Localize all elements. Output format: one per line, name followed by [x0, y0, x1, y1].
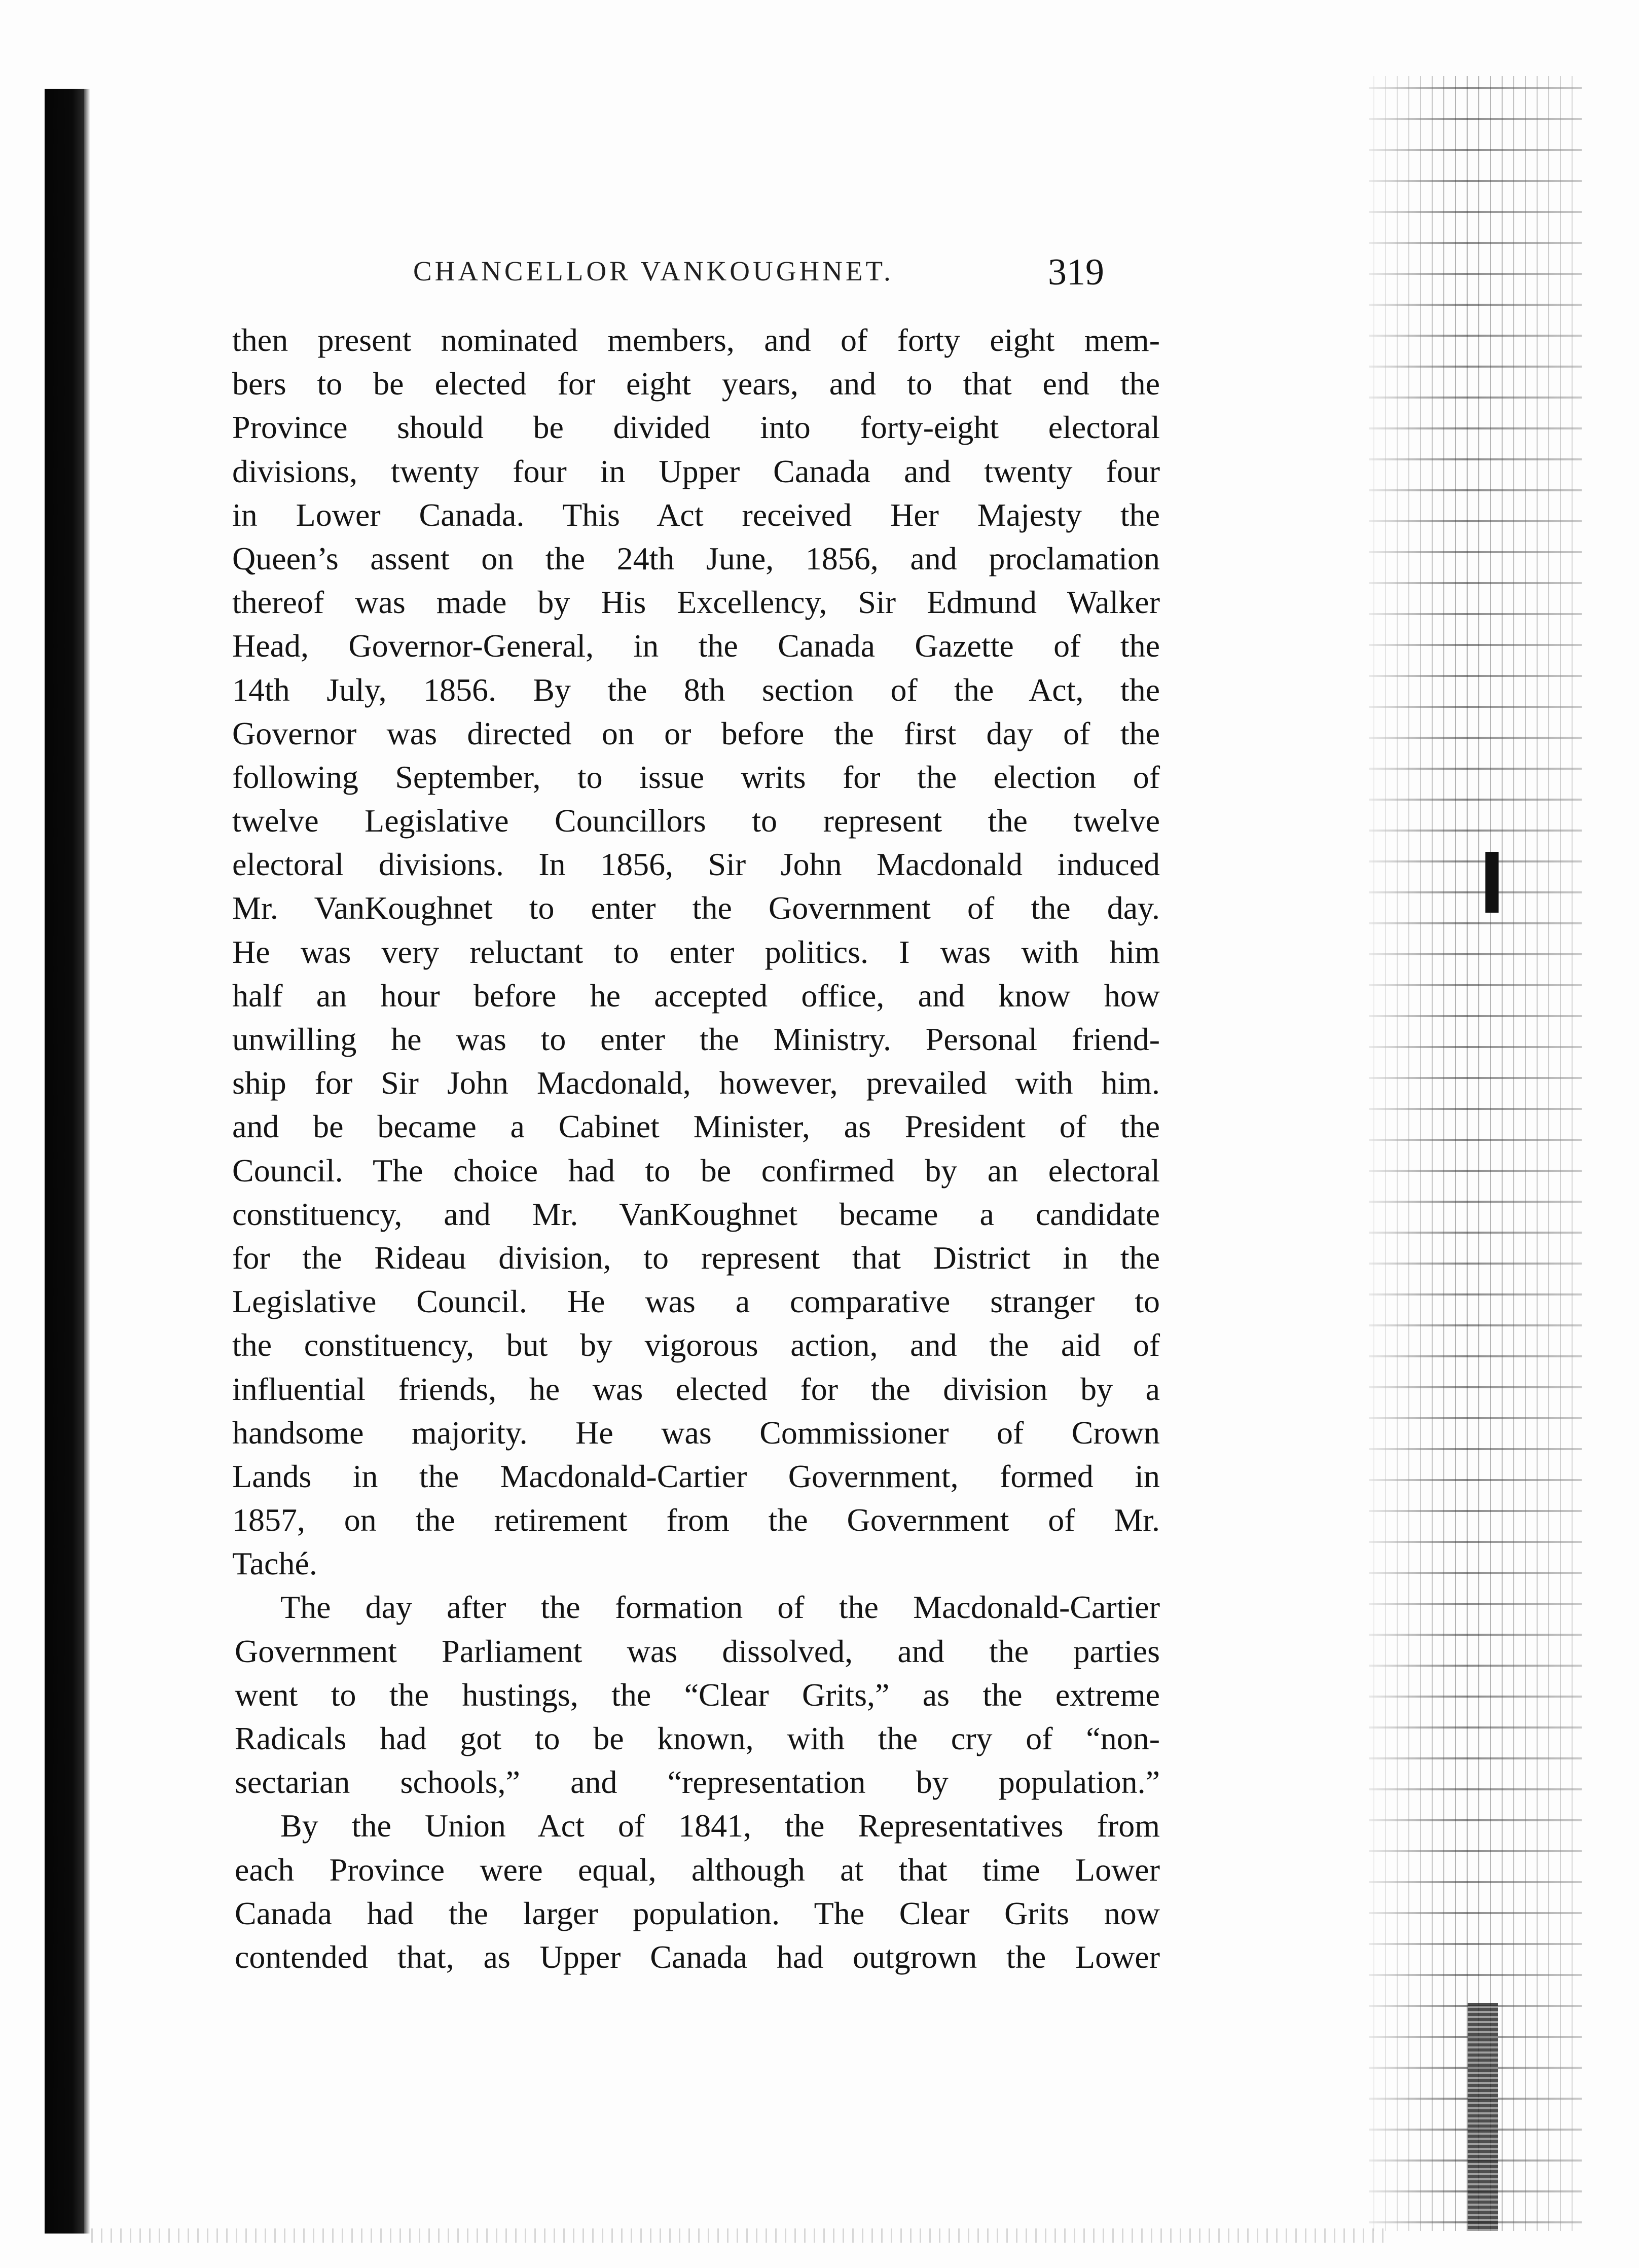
text-line: and be became a Cabinet Minister, as President of the — [232, 1108, 1160, 1145]
text-line: divisions, twenty four in Upper Canada and twenty four — [232, 453, 1160, 489]
text-line: bers to be elected for eight years, and to that end the — [232, 366, 1160, 402]
scan-artifact — [1485, 852, 1499, 913]
text-line: electoral divisions. In 1856, Sir John Macdonald induced — [232, 846, 1160, 883]
text-line: 14th July, 1856. By the 8th section of the Act, the — [232, 671, 1160, 708]
scan-artifact — [91, 2228, 1389, 2243]
text-line: The day after the formation of the Macdonald-Cartier — [280, 1589, 1160, 1626]
text-line: Canada had the larger population. The Clear Grits now — [235, 1895, 1160, 1931]
text-line: By the Union Act of 1841, the Representatives from — [280, 1808, 1160, 1844]
text-line: following September, to issue writs for the election of — [232, 759, 1160, 795]
text-line: then present nominated members, and of forty eight mem- — [232, 322, 1160, 358]
text-line: the constituency, but by vigorous action, and the aid of — [232, 1327, 1160, 1363]
text-line: Queen’s assent on the 24th June, 1856, and proclamation — [232, 540, 1160, 577]
scan-artifact — [1468, 2003, 1498, 2231]
text-line: Legislative Council. He was a comparative stranger to — [232, 1283, 1160, 1320]
text-line: thereof was made by His Excellency, Sir Edmund Walker — [232, 584, 1160, 621]
text-line: half an hour before he accepted office, and know how — [232, 977, 1160, 1014]
binding-edge — [84, 89, 90, 2234]
text-line: Province should be divided into forty-eight electoral — [232, 409, 1160, 446]
text-line: went to the hustings, the “Clear Grits,” as the extreme — [235, 1676, 1160, 1713]
text-line: Governor was directed on or before the first day of the — [232, 715, 1160, 751]
text-line: twelve Legislative Councillors to represent the twelve — [232, 803, 1160, 839]
text-line: 1857, on the retirement from the Government of Mr. — [232, 1502, 1160, 1538]
text-line: each Province were equal, although at that time Lower — [235, 1851, 1160, 1888]
text-line: constituency, and Mr. VanKoughnet became a candidate — [232, 1196, 1160, 1232]
text-line: Mr. VanKoughnet to enter the Government of the day. — [232, 890, 1160, 926]
text-line: influential friends, he was elected for the division by a — [232, 1371, 1160, 1407]
page-number: 319 — [1048, 251, 1104, 293]
text-line: Head, Governor-General, in the Canada Gazette of the — [232, 628, 1160, 664]
text-line: He was very reluctant to enter politics. I was with him — [232, 933, 1160, 970]
page-edge-noise — [1369, 76, 1582, 2231]
text-line: Radicals had got to be known, with the cry of “non- — [235, 1720, 1160, 1756]
text-line: sectarian schools,” and “representation by population.” — [235, 1764, 1160, 1801]
text-line: unwilling he was to enter the Ministry. Personal friend- — [232, 1021, 1160, 1057]
running-title: CHANCELLOR VANKOUGHNET. — [413, 256, 894, 286]
text-line: Council. The choice had to be confirmed by an electoral — [232, 1152, 1160, 1189]
text-line: for the Rideau division, to represent that District in the — [232, 1239, 1160, 1276]
text-line: ship for Sir John Macdonald, however, prevailed with him. — [232, 1065, 1160, 1101]
text-line: handsome majority. He was Commissioner of Crown — [232, 1414, 1160, 1451]
body-text — [232, 318, 1160, 1979]
text-line: contended that, as Upper Canada had outgrown the Lower — [235, 1938, 1160, 1975]
binding-shadow — [45, 89, 84, 2234]
text-line: in Lower Canada. This Act received Her Majesty the — [232, 496, 1160, 533]
running-head — [274, 251, 1267, 292]
text-line: Taché. — [232, 1545, 317, 1582]
text-line: Lands in the Macdonald-Cartier Government, formed in — [232, 1458, 1160, 1494]
text-line: Government Parliament was dissolved, and the parties — [235, 1633, 1160, 1669]
